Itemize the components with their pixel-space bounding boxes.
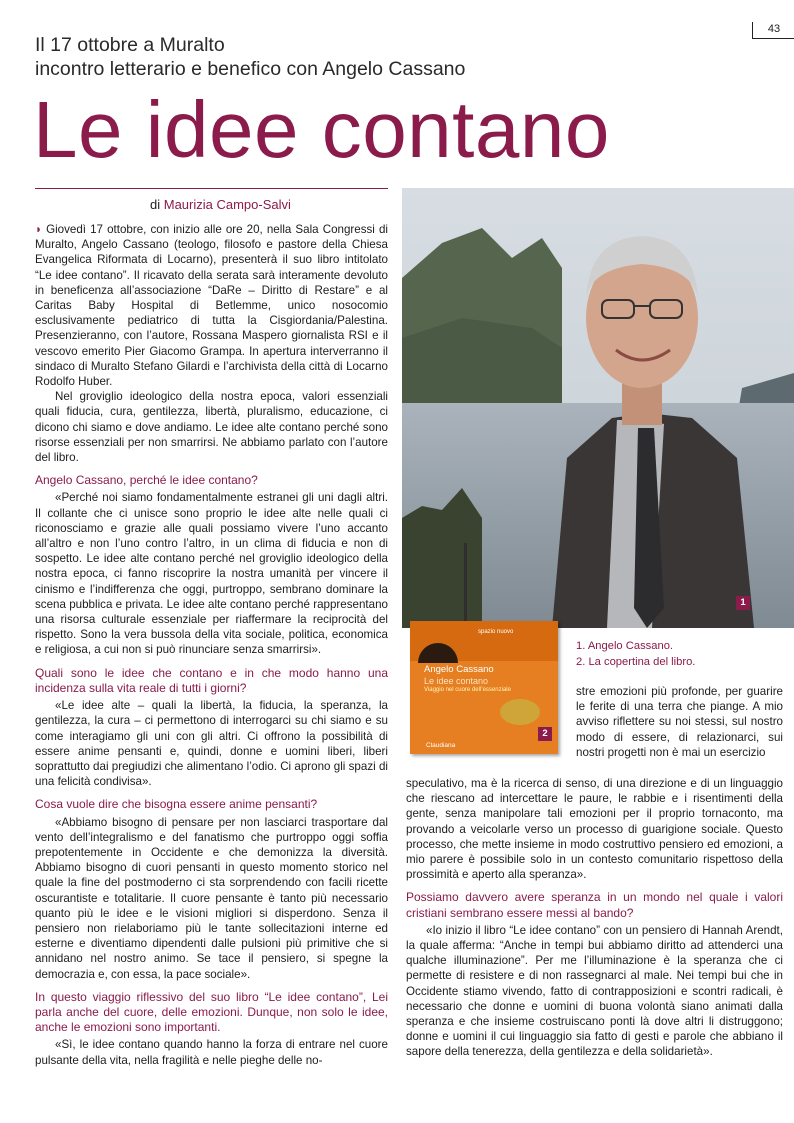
page-number: 43 (752, 22, 794, 39)
answer-2: «Le idee alte – quali la libertà, la fiducia, la speranza, la gentilezza, la cura – ci permettono di interrogarci su chi siamo e su come interagiamo gli uni con gli altri. Ci offrono la possibilità di essere anime pensanti e, quindi, donne e uomini liberi, liberi soprattutto dai pregiudizi che alimentano l’odio. Ci aprono gli spazi di una felicità condivisa». (35, 699, 388, 789)
intro-paragraph-1 (35, 222, 388, 389)
book-subtitle: Viaggio nel cuore dell’essenziale (424, 687, 511, 693)
answer-3: «Abbiamo bisogno di pensare per non lasciarci trasportare dal vento dell’integralismo e del fanatismo che purtroppo oggi soffia prepotentemente in Occidente e che demonizza la diversità. Abbiamo bisogno di cuori pensanti in questo momento storico nel quale la fine del postmoderno ci sta sorprendendo con facili ricette oscurantiste e totalitarie. Il cuore pensante è tanto più necessario quanto più le idee e le visioni migliori si disperdono. Senza il pensiero non rielaboriamo più le tante sollecitazioni interne ed esterne e diventiamo dipendenti dalle pulsioni più primitive che si annidano nel nostro animo. Se tace il pensiero, si spegne la democrazia e, con essa, la pace sociale». (35, 815, 388, 981)
question-4: In questo viaggio riflessivo del suo libro “Le idee contano”, Lei parla anche del cuore, delle emozioni. Dunque, non solo le idee, anche le emozioni sono importanti. (35, 989, 388, 1035)
kicker-line-1: Il 17 ottobre a Muralto (35, 34, 225, 56)
right-continuation-a: stre emozioni più profonde, per guarire le ferite di una terra che piange. A mio avviso riflettere su noi stessi, sul nostro modo di essere, di relazionarci, sui nostri progetti non è mai un esercizio (576, 685, 783, 759)
kicker-line-2: incontro letterario e benefico con Angelo Cassano (35, 58, 466, 80)
headline-divider (35, 188, 388, 189)
question-2: Quali sono le idee che contano e in che modo hanno una incidenza sulla vita reale di tutti i giorni? (35, 665, 388, 695)
byline-prefix: di (150, 197, 164, 212)
intro-text-1: Giovedì 17 ottobre, con inizio alle ore 20, nella Sala Congressi di Muralto, Angelo Cassano (teologo, filosofo e pastore della Chiesa Evangelica Riformata di Locarno), presenterà il suo libro intitolato “Le idee contano”. Il ricavato della serata sarà interamente devoluto in beneficenza all’associazione “DaRe – Diritto di Restare” e al Caritas Baby Hospital di Betlemme, unico nosocomio esclusivamente pediatrico di tutta la Cisgiordania/Palestina. Presenzieranno, con l’autore, Rossana Maspero giornalista RSI e il vescovo emerito Pier Giacomo Grampa. In apertura interverranno il sindaco di Muralto Stefano Gilardi e l’archivista della città di Locarno Rodolfo Huber. (35, 223, 388, 389)
photo-captions (576, 638, 695, 670)
headline: Le idee contano (33, 85, 610, 174)
caption-1: 1. Angelo Cassano. (576, 640, 674, 652)
author-photo (402, 188, 794, 628)
question-1: Angelo Cassano, perché le idee contano? (35, 473, 258, 488)
right-continuation-b: speculativo, ma è la ricerca di senso, di una direzione e di un linguaggio che riescano ad intercettare le paure, le rabbie e i risentimenti della gente, senza manipolare tali emozioni per il proprio tornaconto, ma provando a veicolarle verso un processo di guarigione sociale. Questo processo, che mette insieme in modo costruttivo pensiero ed emozioni, a mio parere è possibile solo in un contesto comunitario rispettoso della prossimità e aperto alla speranza». (406, 777, 783, 882)
question-5: Possiamo davvero avere speranza in un mondo nel quale i valori cristiani sembrano essere messi al bando? (406, 890, 783, 920)
question-3: Cosa vuole dire che bisogna essere anime pensanti? (35, 797, 318, 812)
answer-1: «Perché noi siamo fondamentalmente estranei gli uni dagli altri. Il collante che ci unisce sono proprio le idee alte nelle quali ci riconosciamo e grazie alle quali possiamo vivere l’uno accanto all’altro e non l’uno contro l’altro, in un clima di fiducia e non di sospetto. Le idee alte contano perché nel groviglio ideologico della nostra epoca, ci fanno riscoprire la nostra umanità per vincere il cinismo e l’indifferenza che oggi, purtroppo, sembrano dominare la scena pubblica e privata. Le idee alte contano perché rappresentano una risorsa culturale essenziale per riaffermare la reciprocità del rispetto. Sono la vera bussola della vita sociale, politica, economica e religiosa, a cui non si può rinunciare senza smarrirsi». (35, 491, 388, 657)
answer-4: «Sì, le idee contano quando hanno la forza di entrare nel cuore pulsante della vita, nella fragilità e nelle pieghe delle no- (35, 1038, 388, 1067)
book-number-badge: 2 (538, 727, 552, 741)
byline (150, 197, 291, 212)
book-cover (410, 621, 558, 754)
kicker (35, 33, 555, 81)
photo-number-badge: 1 (736, 596, 750, 610)
left-column (35, 222, 388, 1068)
answer-5: «Io inizio il libro “Le idee contano” con un pensiero di Hannah Arendt, la quale afferma: “Anche in tempi bui abbiamo diritto ad attenderci una qualche illuminazione”. Per me l’illuminazione è la speranza che ci permette di resistere e di non rassegnarci al male. Nei tempi bui che in Occidente stiamo vivendo, fatto di contrapposizioni e scontri radicali, è necessario che donne e uomini di buona volontà siano animati dalla speranza e che insieme costruiscano ponti là dove altri li distruggono; donne e uomini il cui linguaggio sia fatto di gesti e parole che abbiano il sapore della tenerezza, della gentilezza e della solidarietà». (406, 923, 783, 1059)
right-column-continuation-a (576, 684, 783, 760)
intro-paragraph-2: Nel groviglio ideologico della nostra epoca, valori essenziali quali fiducia, cura, gentilezza, libertà, pluralismo, educazione, ci dicono chi siamo e dove andiamo. Le idee alte contano perché sono risorse essenziali per non smarrirsi. Ne abbiamo parlato con l’autore del libro. (35, 390, 388, 465)
caption-2: 2. La copertina del libro. (576, 656, 696, 668)
book-title: Le idee contano (424, 676, 489, 686)
byline-author: Maurizia Campo-Salvi (163, 197, 291, 212)
paragraph-marker-icon: ◗ (35, 223, 47, 236)
book-cover-figure (500, 699, 540, 725)
book-publisher: Claudiana (426, 742, 456, 749)
book-publisher-series: spazio nuovo (478, 629, 514, 635)
book-author: Angelo Cassano (424, 664, 494, 675)
right-column (406, 776, 783, 1060)
